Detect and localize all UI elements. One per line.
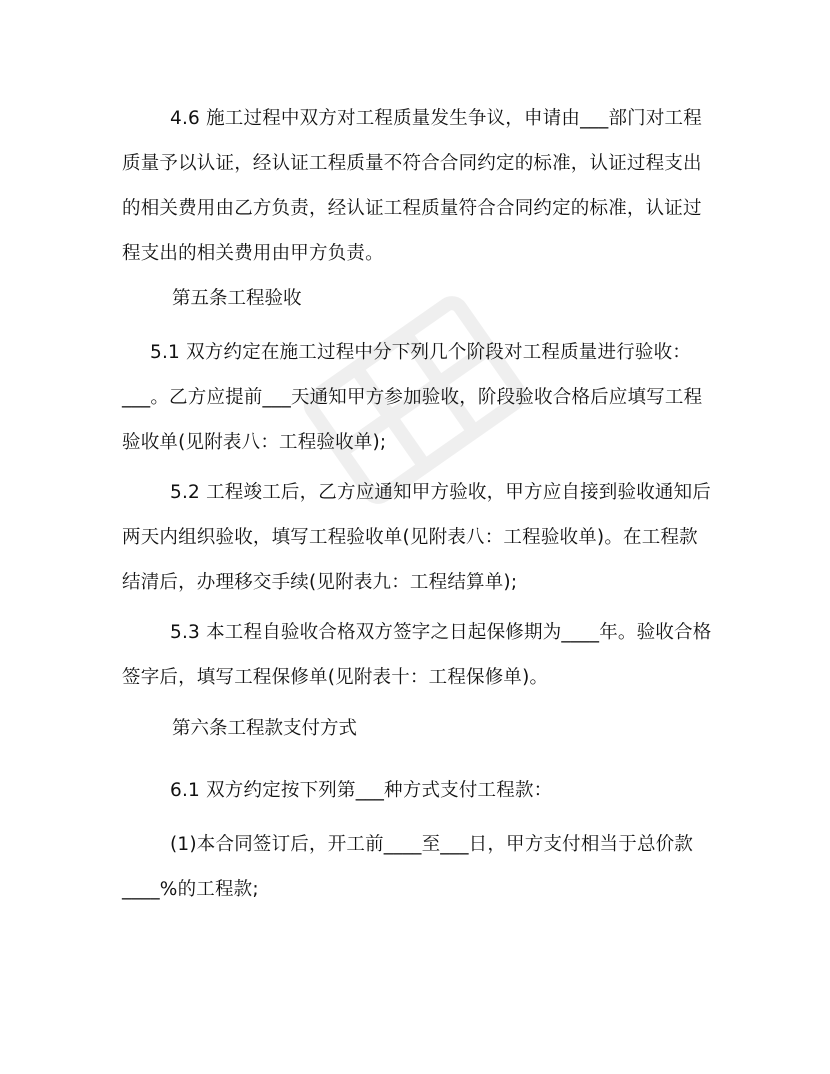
clause-5-1: 5.1 双方约定在施工过程中分下列几个阶段对工程质量进行验收：___。乙方应提前___天通知甲方参加验收，阶段验收合格后应填写工程验收单(见附表八：工程验收单);	[122, 342, 703, 453]
article-6-heading: 第六条工程款支付方式	[172, 718, 358, 739]
clause-5-2: 5.2 工程竣工后，乙方应通知甲方验收，甲方应自接到验收通知后两天内组织验收，填写工程验收单(见附表八：工程验收单)。在工程款结清后，办理移交手续(见附表九：工程结算单);	[122, 482, 712, 593]
clause-5-3: 5.3 本工程自验收合格双方签字之日起保修期为____年。验收合格签字后，填写工程保修单(见附表十：工程保修单)。	[122, 622, 712, 688]
article-5-heading: 第五条工程验收	[172, 288, 302, 309]
clause-4-6: 4.6 施工过程中双方对工程质量发生争议，申请由___部门对工程质量予以认证，经认证工程质量不符合合同约定的标准，认证过程支出的相关费用由乙方负责，经认证工程质量符合合同约定的标准，认证过程支出的相关费用由甲方负责。	[122, 108, 702, 264]
clause-6-1: 6.1 双方约定按下列第___种方式支付工程款：	[170, 780, 553, 801]
clause-6-1-option-1: (1)本合同签订后，开工前____至___日，甲方支付相当于总价款____%的工程款;	[122, 834, 694, 900]
